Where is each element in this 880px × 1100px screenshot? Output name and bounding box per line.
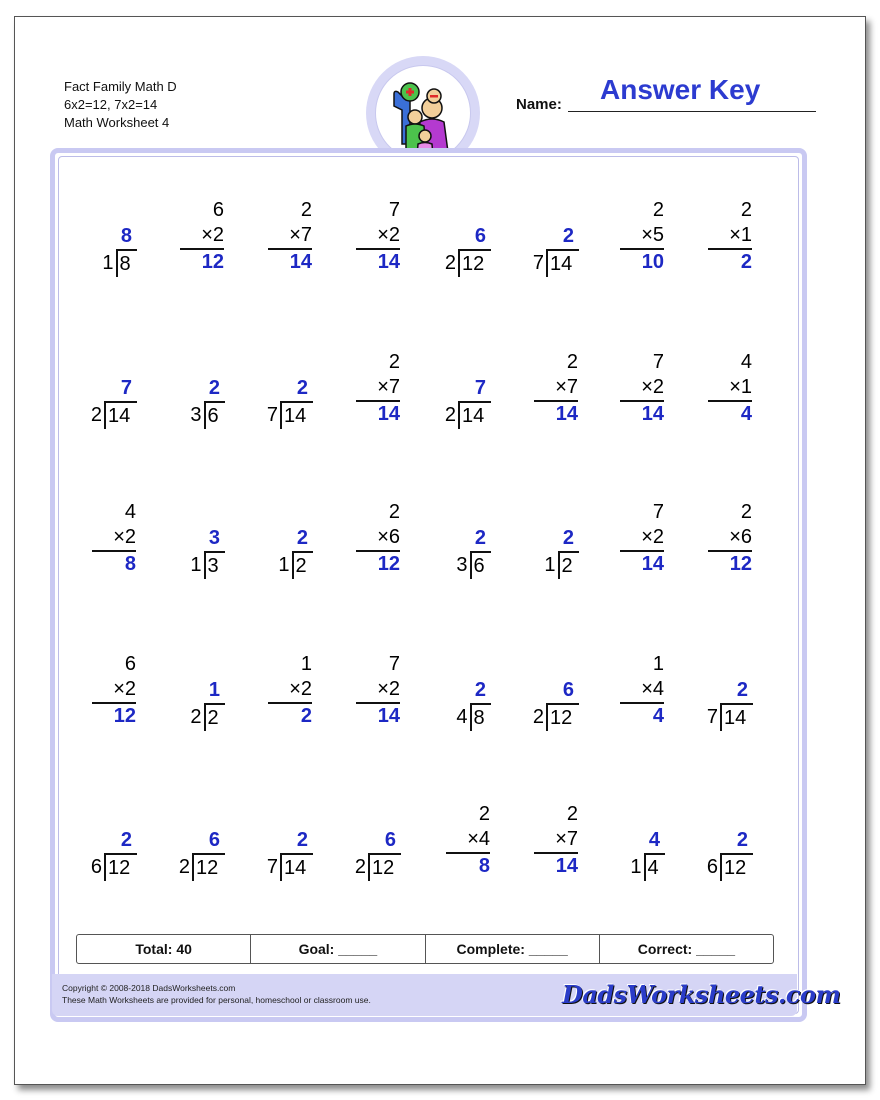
division-problem xyxy=(278,524,312,584)
divisor: 2 xyxy=(444,252,456,274)
factor-top: 6 xyxy=(124,653,136,675)
multiplication-problem xyxy=(518,350,578,427)
answer-key-label: Answer Key xyxy=(600,74,761,105)
product-answer: 12 xyxy=(113,705,136,727)
factor-bottom: ×1 xyxy=(729,376,752,398)
divisor: 4 xyxy=(456,706,468,728)
dividend: 8 xyxy=(119,253,131,275)
divisor: 2 xyxy=(444,404,456,426)
quotient-answer: 2 xyxy=(736,829,748,851)
factor-top: 2 xyxy=(388,351,400,373)
division-problem xyxy=(190,676,224,736)
correct-cell: Correct: _____ xyxy=(637,941,736,957)
factor-top: 2 xyxy=(652,199,664,221)
factor-bottom: ×2 xyxy=(377,678,400,700)
dividend: 14 xyxy=(284,857,307,879)
dividend: 14 xyxy=(284,405,307,427)
quotient-answer: 6 xyxy=(208,829,220,851)
multiplication-problem xyxy=(340,198,400,275)
factor-bottom: ×6 xyxy=(729,526,752,548)
quotient-answer: 7 xyxy=(120,377,132,399)
factor-bottom: ×2 xyxy=(289,678,312,700)
division-problem xyxy=(630,826,664,886)
multiplication-problem xyxy=(164,198,224,275)
multiplication-problem xyxy=(604,350,664,427)
quotient-answer: 7 xyxy=(474,377,486,399)
divisor: 6 xyxy=(90,856,102,878)
multiplication-problem xyxy=(76,500,136,577)
factor-bottom: ×2 xyxy=(113,526,136,548)
divisor: 3 xyxy=(190,404,202,426)
factor-bottom: ×7 xyxy=(377,376,400,398)
division-problem xyxy=(190,374,224,434)
dividend: 2 xyxy=(295,555,307,577)
division-problem xyxy=(102,222,136,282)
quotient-answer: 4 xyxy=(648,829,660,851)
division-problem xyxy=(445,222,491,282)
quotient-answer: 8 xyxy=(120,225,132,247)
divisor: 7 xyxy=(266,404,278,426)
factor-bottom: ×1 xyxy=(729,224,752,246)
dividend: 14 xyxy=(462,405,485,427)
multiplication-problem xyxy=(252,652,312,729)
dividend: 4 xyxy=(647,857,659,879)
factor-top: 2 xyxy=(388,501,400,523)
factor-top: 7 xyxy=(652,501,664,523)
division-problem xyxy=(544,524,578,584)
multiplication-problem xyxy=(430,802,490,879)
quotient-answer: 2 xyxy=(474,679,486,701)
divisor: 1 xyxy=(544,554,556,576)
multiplication-problem xyxy=(340,500,400,577)
multiplication-problem xyxy=(340,350,400,427)
division-problem xyxy=(91,374,137,434)
factor-top: 1 xyxy=(652,653,664,675)
multiplication-problem xyxy=(518,802,578,879)
division-problem xyxy=(533,222,579,282)
divisor: 7 xyxy=(706,706,718,728)
quotient-answer: 6 xyxy=(474,225,486,247)
divisor: 2 xyxy=(90,404,102,426)
factor-top: 2 xyxy=(478,803,490,825)
product-answer: 14 xyxy=(377,251,400,273)
division-problem xyxy=(707,826,753,886)
total-cell: Total: 40 xyxy=(77,935,251,963)
goal-cell: Goal: _____ xyxy=(251,935,425,963)
factor-top: 7 xyxy=(388,653,400,675)
divisor: 7 xyxy=(266,856,278,878)
product-answer: 14 xyxy=(377,403,400,425)
multiplication-problem xyxy=(692,198,752,275)
division-problem xyxy=(533,676,579,736)
division-problem xyxy=(456,524,490,584)
factor-top: 1 xyxy=(300,653,312,675)
dividend: 12 xyxy=(550,707,573,729)
division-problem xyxy=(456,676,490,736)
factor-bottom: ×2 xyxy=(201,224,224,246)
dividend: 6 xyxy=(207,405,219,427)
factor-top: 6 xyxy=(212,199,224,221)
multiplication-problem xyxy=(692,350,752,427)
divisor: 2 xyxy=(354,856,366,878)
dividend: 14 xyxy=(108,405,131,427)
product-answer: 10 xyxy=(641,251,664,273)
product-answer: 14 xyxy=(641,553,664,575)
division-problem xyxy=(91,826,137,886)
name-line xyxy=(568,110,816,112)
factor-bottom: ×7 xyxy=(555,828,578,850)
division-problem xyxy=(707,676,753,736)
factor-top: 4 xyxy=(740,351,752,373)
quotient-answer: 2 xyxy=(208,377,220,399)
product-answer: 14 xyxy=(641,403,664,425)
product-answer: 14 xyxy=(289,251,312,273)
worksheet-number: Math Worksheet 4 xyxy=(64,115,170,130)
factor-top: 2 xyxy=(740,199,752,221)
quotient-answer: 2 xyxy=(736,679,748,701)
quotient-answer: 1 xyxy=(208,679,220,701)
score-bar xyxy=(76,934,774,964)
usage-notice: These Math Worksheets are provided for personal, homeschool or classroom use. xyxy=(62,995,371,1005)
factor-bottom: ×7 xyxy=(289,224,312,246)
quotient-answer: 2 xyxy=(562,225,574,247)
factor-bottom: ×4 xyxy=(467,828,490,850)
factor-bottom: ×2 xyxy=(377,224,400,246)
product-answer: 8 xyxy=(478,855,490,877)
dividend: 8 xyxy=(473,707,485,729)
factor-top: 2 xyxy=(566,351,578,373)
brand-logo: DadsWorksheets.com xyxy=(562,980,841,1009)
divisor: 1 xyxy=(102,252,114,274)
product-answer: 8 xyxy=(124,553,136,575)
worksheet-subtitle: 6x2=12, 7x2=14 xyxy=(64,97,158,112)
copyright-line: Copyright © 2008-2018 DadsWorksheets.com xyxy=(62,983,236,993)
division-problem xyxy=(179,826,225,886)
quotient-answer: 2 xyxy=(296,829,308,851)
worksheet-title: Fact Family Math D xyxy=(64,79,177,94)
quotient-answer: 2 xyxy=(296,377,308,399)
product-answer: 14 xyxy=(555,855,578,877)
division-problem xyxy=(355,826,401,886)
multiplication-problem xyxy=(692,500,752,577)
multiplication-problem xyxy=(252,198,312,275)
quotient-answer: 2 xyxy=(120,829,132,851)
factor-bottom: ×5 xyxy=(641,224,664,246)
dividend: 12 xyxy=(108,857,131,879)
factor-top: 2 xyxy=(740,501,752,523)
dividend: 12 xyxy=(196,857,219,879)
product-answer: 12 xyxy=(377,553,400,575)
copyright-text xyxy=(62,982,371,1006)
multiplication-problem xyxy=(604,198,664,275)
quotient-answer: 6 xyxy=(562,679,574,701)
product-answer: 4 xyxy=(740,403,752,425)
problems-frame xyxy=(50,148,807,1022)
divisor: 2 xyxy=(178,856,190,878)
dividend: 14 xyxy=(724,707,747,729)
factor-top: 4 xyxy=(124,501,136,523)
divisor: 2 xyxy=(190,706,202,728)
multiplication-problem xyxy=(604,500,664,577)
divisor: 6 xyxy=(706,856,718,878)
dividend: 12 xyxy=(462,253,485,275)
product-answer: 2 xyxy=(740,251,752,273)
divisor: 2 xyxy=(532,706,544,728)
dividend: 2 xyxy=(207,707,219,729)
divisor: 3 xyxy=(456,554,468,576)
divisor: 1 xyxy=(278,554,290,576)
factor-bottom: ×4 xyxy=(641,678,664,700)
product-answer: 14 xyxy=(555,403,578,425)
factor-top: 7 xyxy=(652,351,664,373)
factor-top: 7 xyxy=(388,199,400,221)
dividend: 2 xyxy=(561,555,573,577)
factor-bottom: ×2 xyxy=(113,678,136,700)
factor-bottom: ×6 xyxy=(377,526,400,548)
factor-top: 2 xyxy=(300,199,312,221)
product-answer: 2 xyxy=(300,705,312,727)
quotient-answer: 6 xyxy=(384,829,396,851)
dividend: 6 xyxy=(473,555,485,577)
dividend: 12 xyxy=(724,857,747,879)
product-answer: 12 xyxy=(729,553,752,575)
dividend: 14 xyxy=(550,253,573,275)
quotient-answer: 3 xyxy=(208,527,220,549)
divisor: 1 xyxy=(190,554,202,576)
quotient-answer: 2 xyxy=(562,527,574,549)
complete-cell: Complete: _____ xyxy=(426,935,600,963)
product-answer: 12 xyxy=(201,251,224,273)
factor-bottom: ×7 xyxy=(555,376,578,398)
name-label: Name: xyxy=(516,96,562,113)
division-problem xyxy=(445,374,491,434)
divisor: 7 xyxy=(532,252,544,274)
dividend: 12 xyxy=(372,857,395,879)
divisor: 1 xyxy=(630,856,642,878)
dividend: 3 xyxy=(207,555,219,577)
factor-bottom: ×2 xyxy=(641,526,664,548)
quotient-answer: 2 xyxy=(296,527,308,549)
multiplication-problem xyxy=(340,652,400,729)
multiplication-problem xyxy=(604,652,664,729)
factor-top: 2 xyxy=(566,803,578,825)
quotient-answer: 2 xyxy=(474,527,486,549)
multiplication-problem xyxy=(76,652,136,729)
division-problem xyxy=(267,826,313,886)
division-problem xyxy=(190,524,224,584)
division-problem xyxy=(267,374,313,434)
factor-bottom: ×2 xyxy=(641,376,664,398)
product-answer: 14 xyxy=(377,705,400,727)
product-answer: 4 xyxy=(652,705,664,727)
